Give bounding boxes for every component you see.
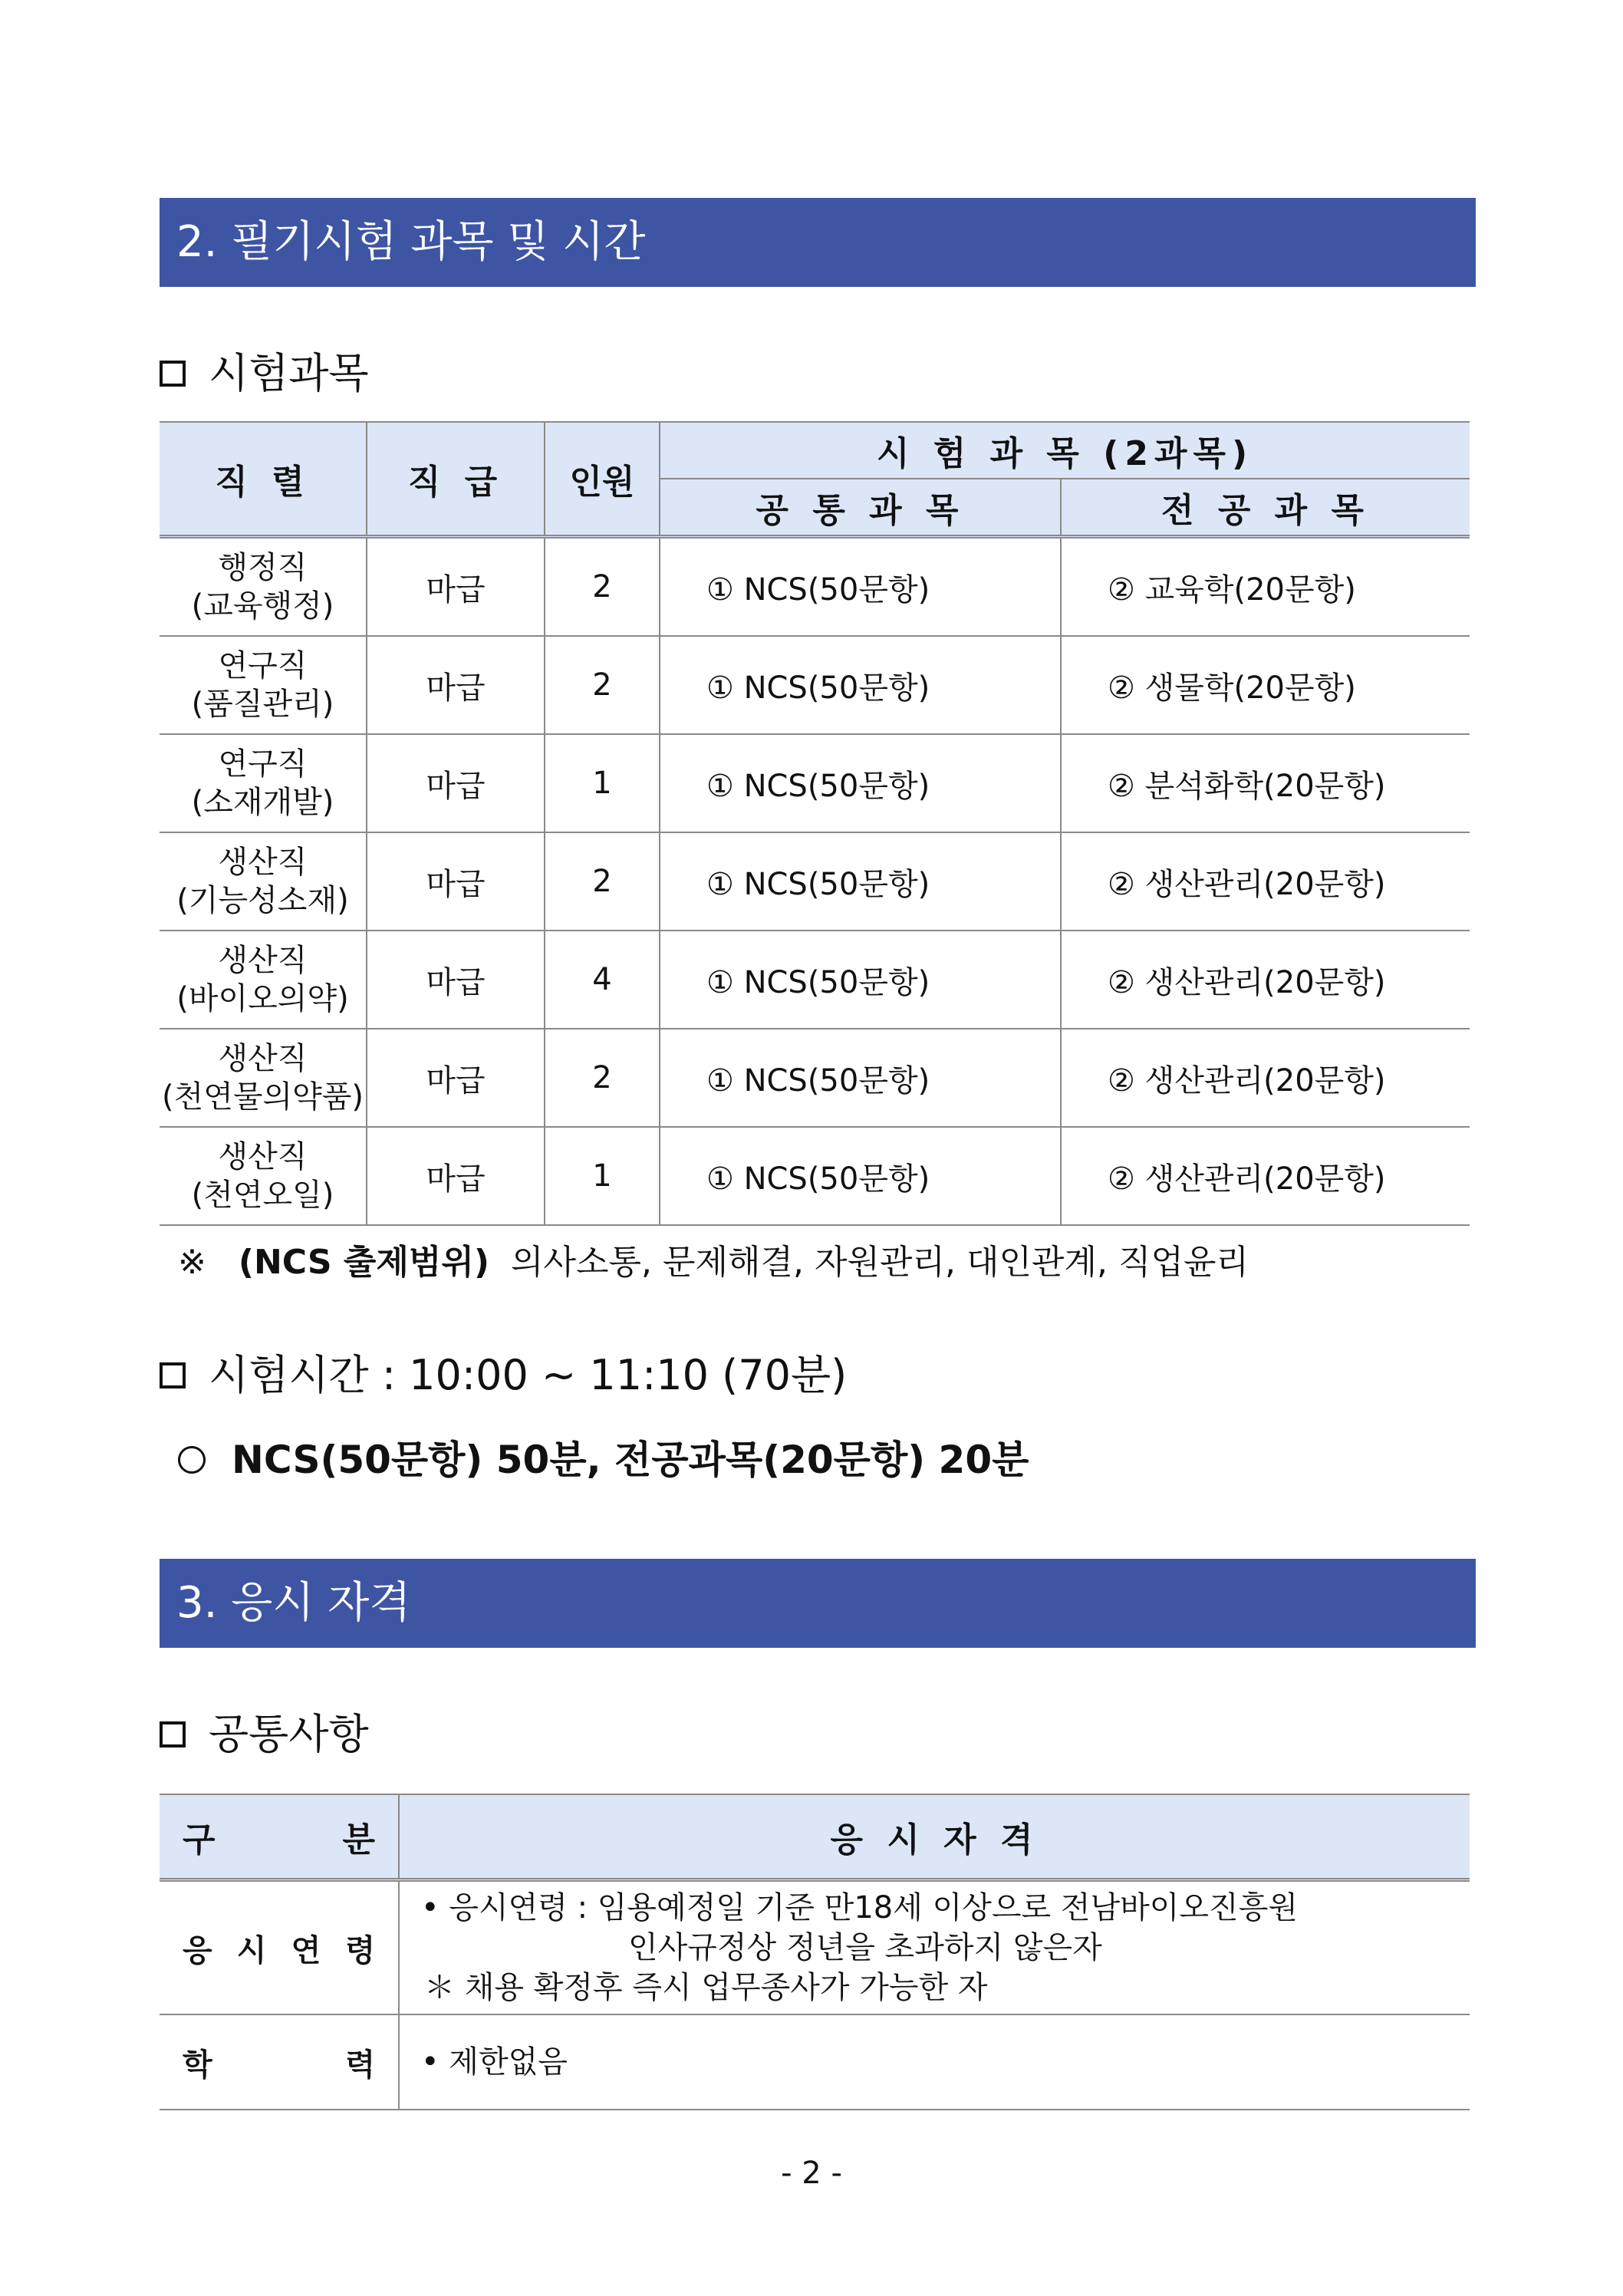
exam-subjects-heading: [160, 347, 369, 400]
ncs-scope-note: [178, 1240, 1249, 1286]
age-label-char: 령: [345, 1932, 375, 1968]
checkbox-square-icon: [160, 361, 186, 387]
header-qualification: 응 시 자 격: [399, 1794, 1470, 1880]
header-subjects: 시 험 과 목 (2과목): [660, 422, 1470, 479]
common-subject-cell: ① NCS(50문항): [660, 931, 1061, 1029]
qualification-table: [160, 1794, 1470, 2110]
age-line-1: • 응시연령 : 임용예정일 기준 만18세 이상으로 전남바이오진흥원: [421, 1890, 1298, 1925]
major-subject-cell: ② 교육학(20문항): [1061, 537, 1470, 637]
job-detail: (천연오일): [191, 1178, 334, 1213]
count-cell: 4: [545, 931, 660, 1029]
grade-cell: 마급: [367, 734, 545, 832]
grade-cell: 마급: [367, 832, 545, 931]
count-cell: 1: [545, 1127, 660, 1225]
checkbox-square-icon: [160, 1721, 186, 1748]
header-category: [160, 1794, 399, 1880]
page-number: - 2 -: [781, 2156, 842, 2191]
exam-time-detail-text: NCS(50문항) 50분, 전공과목(20문항) 20분: [232, 1438, 1029, 1482]
note-text: 의사소통, 문제해결, 자원관리, 대인관계, 직업윤리: [511, 1243, 1249, 1282]
table-row: [160, 1880, 1470, 2015]
common-subject-cell: ① NCS(50문항): [660, 636, 1061, 734]
table-row: [160, 1127, 1470, 1225]
exam-time-detail: [178, 1433, 1029, 1487]
exam-subjects-table: [160, 421, 1470, 1226]
count-cell: 2: [545, 537, 660, 637]
section-2-banner: [160, 198, 1476, 287]
section-3-title: 3. 응시 자격: [176, 1578, 411, 1628]
count-cell: 1: [545, 734, 660, 832]
table-row: [160, 537, 1470, 637]
common-heading-text: 공통사항: [209, 1710, 369, 1758]
header-category-b: 분: [342, 1820, 375, 1860]
common-subject-cell: ① NCS(50문항): [660, 1127, 1061, 1225]
table-row: [160, 2014, 1470, 2110]
circle-bullet-icon: [178, 1446, 206, 1474]
job-name: 생산직: [218, 1041, 308, 1076]
job-name: 생산직: [218, 845, 308, 880]
count-cell: 2: [545, 1029, 660, 1127]
age-line-3: ＊ 채용 확정후 즉시 업무종사가 가능한 자: [424, 1970, 988, 2005]
grade-cell: 마급: [367, 537, 545, 637]
age-label-char: 응: [183, 1932, 212, 1968]
grade-cell: 마급: [367, 1029, 545, 1127]
job-detail: (품질관리): [191, 687, 334, 722]
grade-cell: 마급: [367, 636, 545, 734]
major-subject-cell: ② 생산관리(20문항): [1061, 931, 1470, 1029]
header-common: 공 통 과 목: [660, 479, 1061, 537]
common-subject-cell: ① NCS(50문항): [660, 832, 1061, 931]
education-label: [160, 2014, 399, 2110]
grade-cell: 마급: [367, 931, 545, 1029]
exam-time-heading: [160, 1349, 847, 1402]
age-line-2: 인사규정상 정년을 초과하지 않은자: [628, 1930, 1102, 1965]
header-category-a: 구: [183, 1820, 216, 1860]
education-content: • 제한없음: [399, 2014, 1470, 2110]
header-grade: 직 급: [367, 422, 545, 537]
section-2-title: 2. 필기시험 과목 및 시간: [176, 217, 646, 267]
age-label-char: 시: [236, 1932, 267, 1968]
age-label: [160, 1880, 399, 2015]
table-row: [160, 931, 1470, 1029]
major-subject-cell: ② 생산관리(20문항): [1061, 832, 1470, 931]
header-major: 전 공 과 목: [1061, 479, 1470, 537]
major-subject-cell: ② 생물학(20문항): [1061, 636, 1470, 734]
section-3-banner: [160, 1559, 1476, 1648]
common-subject-cell: ① NCS(50문항): [660, 1029, 1061, 1127]
major-subject-cell: ② 생산관리(20문항): [1061, 1029, 1470, 1127]
job-detail: (기능성소재): [176, 883, 349, 918]
job-detail: (소재개발): [191, 785, 334, 820]
note-bold-label: (NCS 출제범위): [238, 1243, 490, 1282]
checkbox-square-icon: [160, 1362, 186, 1388]
job-name: 생산직: [218, 1139, 308, 1174]
age-content: [399, 1880, 1470, 2015]
header-count: 인원: [545, 422, 660, 537]
table-row: [160, 636, 1470, 734]
major-subject-cell: ② 생산관리(20문항): [1061, 1127, 1470, 1225]
common-heading: [160, 1708, 369, 1761]
age-label-char: 연: [291, 1932, 321, 1968]
education-label-char: 학: [183, 2047, 212, 2083]
count-cell: 2: [545, 832, 660, 931]
job-name: 연구직: [218, 746, 308, 782]
count-cell: 2: [545, 636, 660, 734]
table-row: [160, 734, 1470, 832]
job-name: 연구직: [218, 648, 308, 684]
job-name: 생산직: [218, 943, 308, 978]
note-mark: ※: [178, 1243, 206, 1282]
job-detail: (천연물의약품): [161, 1079, 364, 1115]
education-label-char: 력: [345, 2047, 375, 2083]
common-subject-cell: ① NCS(50문항): [660, 734, 1061, 832]
exam-time-heading-text: 시험시간 : 10:00 ~ 11:10 (70분): [209, 1351, 848, 1399]
header-job: 직 렬: [160, 422, 367, 537]
exam-subjects-heading-text: 시험과목: [209, 349, 369, 397]
job-detail: (바이오의약): [176, 981, 349, 1016]
job-name: 행정직: [218, 550, 308, 585]
common-subject-cell: ① NCS(50문항): [660, 537, 1061, 637]
table-row: [160, 1029, 1470, 1127]
table-row: [160, 832, 1470, 931]
major-subject-cell: ② 분석화학(20문항): [1061, 734, 1470, 832]
job-detail: (교육행정): [191, 588, 334, 624]
grade-cell: 마급: [367, 1127, 545, 1225]
